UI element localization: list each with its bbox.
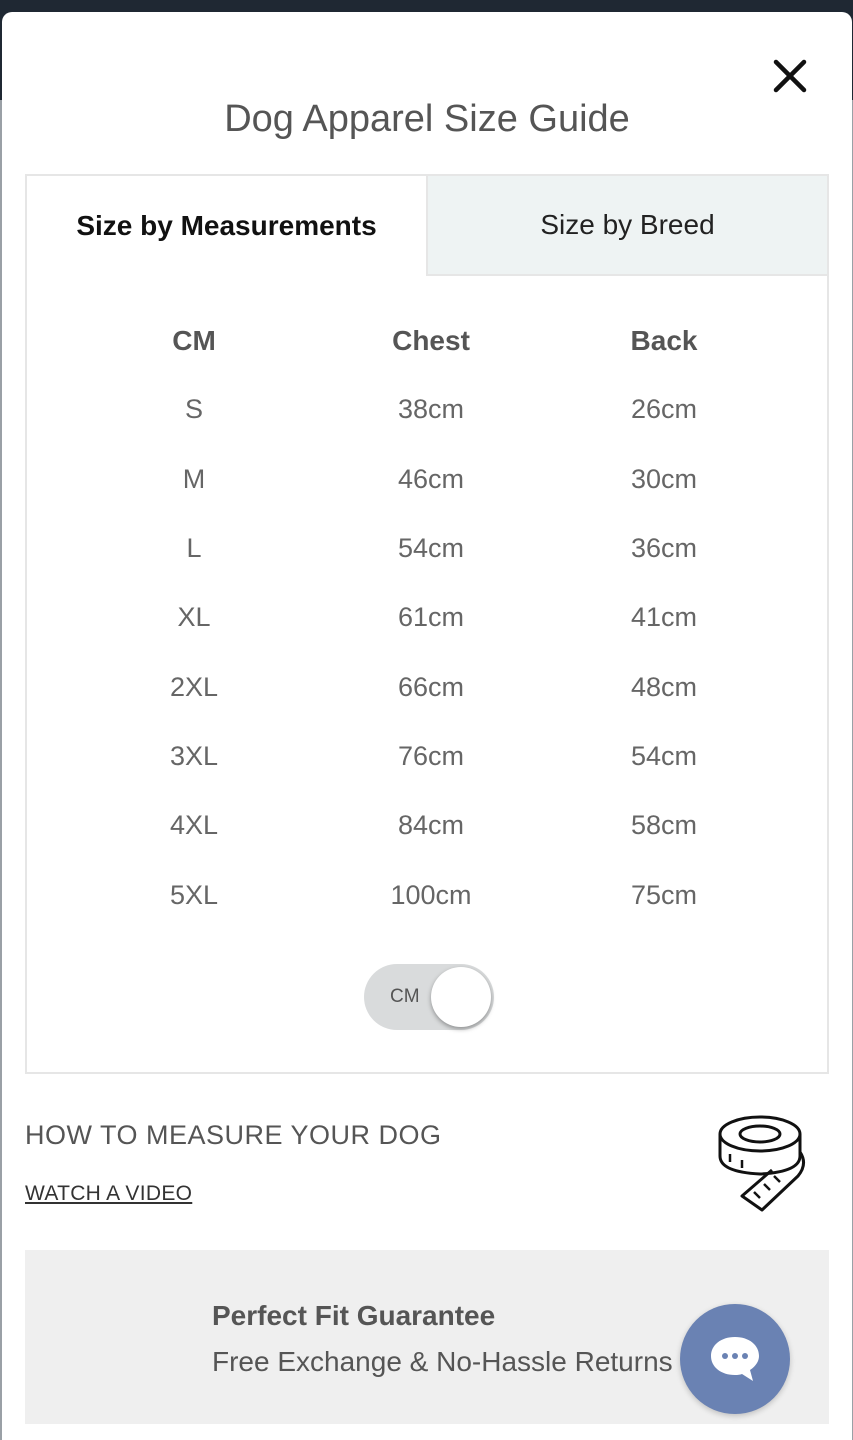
size-cell: 2XL — [169, 671, 219, 702]
size-cell: 3XL — [169, 740, 219, 771]
measure-heading: HOW TO MEASURE YOUR DOG — [25, 1120, 442, 1150]
size-cell: 4XL — [169, 810, 219, 841]
header-back: Back — [630, 324, 698, 356]
chest-cell: 66cm — [397, 671, 465, 702]
chat-bubble-icon — [707, 1333, 763, 1385]
measuring-tape-icon — [714, 1112, 810, 1214]
header-unit: CM — [172, 324, 216, 356]
size-guide-modal — [2, 12, 852, 1440]
back-cell: 75cm — [630, 879, 698, 910]
table-row — [27, 445, 827, 514]
back-cell: 26cm — [630, 394, 698, 425]
size-cell: S — [184, 394, 203, 425]
table-row — [27, 375, 827, 444]
watch-video-link[interactable]: WATCH A VIDEO — [25, 1182, 193, 1205]
chest-cell: 76cm — [397, 740, 465, 771]
table-row — [27, 652, 827, 721]
unit-toggle-label: CM — [390, 986, 420, 1007]
table-header-row — [27, 306, 827, 375]
table-row — [27, 722, 827, 791]
unit-toggle-knob[interactable] — [431, 967, 491, 1027]
back-cell: 54cm — [630, 740, 698, 771]
size-cell: 5XL — [169, 879, 219, 910]
table-row — [27, 514, 827, 583]
size-table — [27, 306, 827, 930]
back-cell: 30cm — [630, 463, 698, 494]
table-row — [27, 583, 827, 652]
close-icon — [773, 59, 807, 93]
guarantee-title: Perfect Fit Guarantee — [212, 1300, 496, 1331]
modal-title: Dog Apparel Size Guide — [224, 98, 630, 140]
chest-cell: 38cm — [397, 394, 465, 425]
chest-cell: 54cm — [397, 533, 465, 564]
back-cell: 48cm — [630, 671, 698, 702]
unit-toggle[interactable] — [364, 964, 494, 1030]
guarantee-subtitle: Free Exchange & No-Hassle Returns — [212, 1346, 673, 1377]
back-cell: 58cm — [630, 810, 698, 841]
chest-cell: 84cm — [397, 810, 465, 841]
tab-size-by-breed[interactable]: Size by Breed — [426, 176, 827, 276]
chat-button[interactable] — [680, 1304, 790, 1414]
size-cell: XL — [177, 602, 211, 633]
chest-cell: 100cm — [390, 879, 472, 910]
size-cell: L — [186, 533, 202, 564]
close-button[interactable] — [768, 54, 812, 98]
chest-cell: 46cm — [397, 463, 465, 494]
table-row — [27, 791, 827, 860]
tab-size-by-measurements[interactable]: Size by Measurements — [27, 176, 426, 276]
table-row — [27, 860, 827, 929]
back-cell: 41cm — [630, 602, 698, 633]
tab-bar — [27, 176, 827, 276]
header-chest: Chest — [392, 324, 470, 356]
chest-cell: 61cm — [397, 602, 465, 633]
size-panel — [25, 174, 829, 1074]
size-cell: M — [182, 463, 206, 494]
back-cell: 36cm — [630, 533, 698, 564]
